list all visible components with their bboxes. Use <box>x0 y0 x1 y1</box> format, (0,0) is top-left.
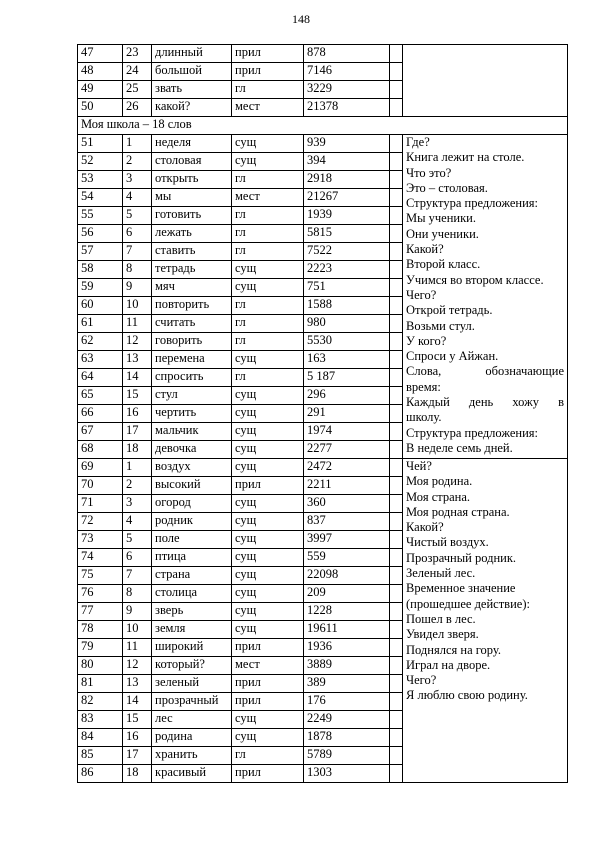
group-index: 9 <box>123 603 152 621</box>
note-line: Пошел в лес. <box>406 611 476 626</box>
note-line: Это – столовая. <box>406 180 488 195</box>
frequency: 3997 <box>304 531 390 549</box>
note-line: Временное значение <box>406 581 516 596</box>
note-line: Они ученики. <box>406 226 479 241</box>
part-of-speech: сущ <box>232 387 304 405</box>
note-line: (прошедшее действие): <box>406 596 530 611</box>
part-of-speech: сущ <box>232 603 304 621</box>
blank-cell <box>390 729 403 747</box>
frequency: 163 <box>304 351 390 369</box>
word: мяч <box>152 279 232 297</box>
blank-cell <box>390 405 403 423</box>
frequency: 980 <box>304 315 390 333</box>
word: огород <box>152 495 232 513</box>
row-number: 70 <box>78 477 123 495</box>
part-of-speech: сущ <box>232 585 304 603</box>
row-number: 63 <box>78 351 123 369</box>
note-line: Моя страна. <box>406 489 471 504</box>
row-number: 50 <box>78 99 123 117</box>
row-number: 49 <box>78 81 123 99</box>
frequency: 1303 <box>304 765 390 783</box>
frequency: 291 <box>304 405 390 423</box>
part-of-speech: сущ <box>232 423 304 441</box>
row-number: 75 <box>78 567 123 585</box>
row-number: 54 <box>78 189 123 207</box>
frequency: 5815 <box>304 225 390 243</box>
row-number: 65 <box>78 387 123 405</box>
blank-cell <box>390 675 403 693</box>
word: птица <box>152 549 232 567</box>
word: хранить <box>152 747 232 765</box>
row-number: 51 <box>78 135 123 153</box>
note-line: Что это? <box>406 165 452 180</box>
blank-cell <box>390 171 403 189</box>
word: мальчик <box>152 423 232 441</box>
word: зверь <box>152 603 232 621</box>
note-line: Моя родина. <box>406 474 473 489</box>
frequency: 3889 <box>304 657 390 675</box>
row-number: 72 <box>78 513 123 531</box>
blank-cell <box>390 153 403 171</box>
frequency: 5 187 <box>304 369 390 387</box>
row-number: 69 <box>78 459 123 477</box>
group-index: 7 <box>123 567 152 585</box>
section-title: Моя школа – 18 слов <box>78 117 568 135</box>
blank-cell <box>390 189 403 207</box>
note-line: Зеленый лес. <box>406 566 476 581</box>
group-index: 14 <box>123 369 152 387</box>
word: страна <box>152 567 232 585</box>
group-index: 12 <box>123 657 152 675</box>
part-of-speech: гл <box>232 207 304 225</box>
group-index: 15 <box>123 387 152 405</box>
part-of-speech: сущ <box>232 513 304 531</box>
note-line: школу. <box>406 410 442 425</box>
word: зеленый <box>152 675 232 693</box>
row-number: 83 <box>78 711 123 729</box>
row-number: 84 <box>78 729 123 747</box>
example-notes-cell <box>403 135 568 459</box>
frequency: 5789 <box>304 747 390 765</box>
blank-cell <box>390 765 403 783</box>
frequency: 21378 <box>304 99 390 117</box>
frequency: 7146 <box>304 63 390 81</box>
blank-cell <box>390 747 403 765</box>
word: прозрачный <box>152 693 232 711</box>
word: лежать <box>152 225 232 243</box>
word: спросить <box>152 369 232 387</box>
word: неделя <box>152 135 232 153</box>
row-number: 76 <box>78 585 123 603</box>
word: мы <box>152 189 232 207</box>
part-of-speech: мест <box>232 99 304 117</box>
part-of-speech: сущ <box>232 495 304 513</box>
row-number: 79 <box>78 639 123 657</box>
group-index: 23 <box>123 45 152 63</box>
word: родник <box>152 513 232 531</box>
word: открыть <box>152 171 232 189</box>
part-of-speech: гл <box>232 297 304 315</box>
row-number: 62 <box>78 333 123 351</box>
note-line: Какой? <box>406 520 444 535</box>
blank-cell <box>390 369 403 387</box>
frequency: 1936 <box>304 639 390 657</box>
frequency: 1588 <box>304 297 390 315</box>
part-of-speech: мест <box>232 189 304 207</box>
part-of-speech: прил <box>232 675 304 693</box>
frequency: 296 <box>304 387 390 405</box>
group-index: 10 <box>123 297 152 315</box>
part-of-speech: сущ <box>232 729 304 747</box>
note-line: Где? <box>406 135 430 149</box>
frequency: 5530 <box>304 333 390 351</box>
group-index: 6 <box>123 549 152 567</box>
note-line: Чистый воздух. <box>406 535 489 550</box>
frequency: 2223 <box>304 261 390 279</box>
blank-cell <box>390 531 403 549</box>
word: ставить <box>152 243 232 261</box>
table-row <box>78 45 568 63</box>
group-index: 17 <box>123 423 152 441</box>
blank-cell <box>390 45 403 63</box>
row-number: 74 <box>78 549 123 567</box>
group-index: 9 <box>123 279 152 297</box>
blank-cell <box>390 567 403 585</box>
group-index: 11 <box>123 315 152 333</box>
blank-cell <box>390 621 403 639</box>
blank-cell <box>390 279 403 297</box>
frequency: 3229 <box>304 81 390 99</box>
note-line: Поднялся на гору. <box>406 642 502 657</box>
blank-cell <box>390 135 403 153</box>
blank-cell <box>390 711 403 729</box>
word: высокий <box>152 477 232 495</box>
row-number: 71 <box>78 495 123 513</box>
part-of-speech: сущ <box>232 279 304 297</box>
frequency: 878 <box>304 45 390 63</box>
word: говорить <box>152 333 232 351</box>
part-of-speech: прил <box>232 639 304 657</box>
group-index: 8 <box>123 585 152 603</box>
row-number: 67 <box>78 423 123 441</box>
group-index: 8 <box>123 261 152 279</box>
part-of-speech: сущ <box>232 531 304 549</box>
group-index: 1 <box>123 459 152 477</box>
group-index: 4 <box>123 189 152 207</box>
blank-cell <box>390 495 403 513</box>
group-index: 16 <box>123 729 152 747</box>
word: стул <box>152 387 232 405</box>
frequency: 19611 <box>304 621 390 639</box>
word: большой <box>152 63 232 81</box>
group-index: 16 <box>123 405 152 423</box>
group-index: 3 <box>123 171 152 189</box>
word: красивый <box>152 765 232 783</box>
word: воздух <box>152 459 232 477</box>
note-line: В неделе семь дней. <box>406 440 513 455</box>
group-index: 25 <box>123 81 152 99</box>
note-line: Спроси у Айжан. <box>406 349 499 364</box>
row-number: 53 <box>78 171 123 189</box>
note-line: Слова, обозначающие <box>406 364 564 379</box>
note-line: Прозрачный родник. <box>406 550 517 565</box>
group-index: 7 <box>123 243 152 261</box>
group-index: 13 <box>123 675 152 693</box>
frequency: 559 <box>304 549 390 567</box>
word: повторить <box>152 297 232 315</box>
word: родина <box>152 729 232 747</box>
word: перемена <box>152 351 232 369</box>
note-line: Чей? <box>406 459 432 473</box>
note-line: Увидел зверя. <box>406 627 479 642</box>
word: считать <box>152 315 232 333</box>
part-of-speech: гл <box>232 315 304 333</box>
row-number: 77 <box>78 603 123 621</box>
frequency: 22098 <box>304 567 390 585</box>
row-number: 52 <box>78 153 123 171</box>
part-of-speech: гл <box>232 747 304 765</box>
frequency: 1939 <box>304 207 390 225</box>
note-line: Чего? <box>406 287 437 302</box>
group-index: 2 <box>123 477 152 495</box>
page-number: 148 <box>292 12 310 26</box>
note-line: Какой? <box>406 242 444 257</box>
row-number: 82 <box>78 693 123 711</box>
row-number: 48 <box>78 63 123 81</box>
note-line: Мы ученики. <box>406 211 476 226</box>
blank-cell <box>390 693 403 711</box>
frequency: 837 <box>304 513 390 531</box>
frequency: 1878 <box>304 729 390 747</box>
row-number: 60 <box>78 297 123 315</box>
note-line: время: <box>406 379 441 394</box>
part-of-speech: прил <box>232 63 304 81</box>
row-number: 59 <box>78 279 123 297</box>
group-index: 24 <box>123 63 152 81</box>
part-of-speech: прил <box>232 45 304 63</box>
word: готовить <box>152 207 232 225</box>
part-of-speech: гл <box>232 171 304 189</box>
part-of-speech: сущ <box>232 711 304 729</box>
word: который? <box>152 657 232 675</box>
note-line: Играл на дворе. <box>406 657 491 672</box>
blank-cell <box>390 477 403 495</box>
row-number: 85 <box>78 747 123 765</box>
note-line: Книга лежит на столе. <box>406 150 525 165</box>
frequency: 751 <box>304 279 390 297</box>
group-index: 13 <box>123 351 152 369</box>
row-number: 80 <box>78 657 123 675</box>
word: звать <box>152 81 232 99</box>
group-index: 3 <box>123 495 152 513</box>
word: лес <box>152 711 232 729</box>
word: девочка <box>152 441 232 459</box>
group-index: 26 <box>123 99 152 117</box>
group-index: 1 <box>123 135 152 153</box>
group-index: 12 <box>123 333 152 351</box>
group-index: 2 <box>123 153 152 171</box>
row-number: 57 <box>78 243 123 261</box>
blank-cell <box>390 351 403 369</box>
vocabulary-table <box>77 44 568 783</box>
row-number: 81 <box>78 675 123 693</box>
group-index: 17 <box>123 747 152 765</box>
blank-cell <box>390 207 403 225</box>
row-number: 56 <box>78 225 123 243</box>
group-index: 5 <box>123 207 152 225</box>
frequency: 394 <box>304 153 390 171</box>
part-of-speech: гл <box>232 243 304 261</box>
row-number: 66 <box>78 405 123 423</box>
blank-cell <box>390 99 403 117</box>
part-of-speech: сущ <box>232 459 304 477</box>
part-of-speech: сущ <box>232 621 304 639</box>
blank-cell <box>390 459 403 477</box>
note-line: Я люблю свою родину. <box>406 688 528 703</box>
group-index: 18 <box>123 765 152 783</box>
row-number: 61 <box>78 315 123 333</box>
blank-cell <box>390 423 403 441</box>
group-index: 14 <box>123 693 152 711</box>
blank-cell <box>390 513 403 531</box>
part-of-speech: гл <box>232 333 304 351</box>
frequency: 1974 <box>304 423 390 441</box>
part-of-speech: прил <box>232 765 304 783</box>
blank-cell <box>390 441 403 459</box>
blank-cell <box>390 585 403 603</box>
group-index: 4 <box>123 513 152 531</box>
part-of-speech: гл <box>232 369 304 387</box>
part-of-speech: сущ <box>232 153 304 171</box>
row-number: 64 <box>78 369 123 387</box>
word: земля <box>152 621 232 639</box>
example-notes-cell <box>403 45 568 117</box>
frequency: 21267 <box>304 189 390 207</box>
blank-cell <box>390 225 403 243</box>
note-line: Структура предложения: <box>406 196 538 211</box>
part-of-speech: сущ <box>232 405 304 423</box>
frequency: 360 <box>304 495 390 513</box>
note-line: Структура предложения: <box>406 425 538 440</box>
group-index: 15 <box>123 711 152 729</box>
note-line: Возьми стул. <box>406 318 475 333</box>
note-line: Чего? <box>406 673 437 688</box>
frequency: 939 <box>304 135 390 153</box>
part-of-speech: прил <box>232 477 304 495</box>
word: поле <box>152 531 232 549</box>
note-line: Учимся во втором классе. <box>406 272 544 287</box>
group-index: 18 <box>123 441 152 459</box>
word: тетрадь <box>152 261 232 279</box>
note-line: У кого? <box>406 333 447 348</box>
frequency: 7522 <box>304 243 390 261</box>
group-index: 6 <box>123 225 152 243</box>
row-number: 86 <box>78 765 123 783</box>
part-of-speech: сущ <box>232 567 304 585</box>
part-of-speech: прил <box>232 693 304 711</box>
word: столица <box>152 585 232 603</box>
frequency: 2277 <box>304 441 390 459</box>
blank-cell <box>390 387 403 405</box>
part-of-speech: сущ <box>232 261 304 279</box>
blank-cell <box>390 333 403 351</box>
frequency: 2472 <box>304 459 390 477</box>
frequency: 176 <box>304 693 390 711</box>
note-line: Второй класс. <box>406 257 481 272</box>
row-number: 47 <box>78 45 123 63</box>
blank-cell <box>390 81 403 99</box>
frequency: 389 <box>304 675 390 693</box>
frequency: 209 <box>304 585 390 603</box>
word: чертить <box>152 405 232 423</box>
example-notes-cell <box>403 459 568 783</box>
blank-cell <box>390 243 403 261</box>
word: широкий <box>152 639 232 657</box>
row-number: 55 <box>78 207 123 225</box>
note-line: Моя родная страна. <box>406 504 510 519</box>
frequency: 2249 <box>304 711 390 729</box>
part-of-speech: сущ <box>232 351 304 369</box>
blank-cell <box>390 297 403 315</box>
part-of-speech: гл <box>232 81 304 99</box>
blank-cell <box>390 549 403 567</box>
word: длинный <box>152 45 232 63</box>
frequency: 2211 <box>304 477 390 495</box>
blank-cell <box>390 315 403 333</box>
word: какой? <box>152 99 232 117</box>
section-header-row <box>78 117 568 135</box>
note-line: Каждый день хожу в <box>406 395 564 410</box>
group-index: 10 <box>123 621 152 639</box>
table-body <box>78 45 568 783</box>
part-of-speech: сущ <box>232 441 304 459</box>
table-row <box>78 459 568 477</box>
table-row <box>78 135 568 153</box>
row-number: 58 <box>78 261 123 279</box>
frequency: 1228 <box>304 603 390 621</box>
blank-cell <box>390 657 403 675</box>
group-index: 11 <box>123 639 152 657</box>
blank-cell <box>390 261 403 279</box>
part-of-speech: сущ <box>232 135 304 153</box>
row-number: 73 <box>78 531 123 549</box>
part-of-speech: сущ <box>232 549 304 567</box>
note-line: Открой тетрадь. <box>406 303 493 318</box>
blank-cell <box>390 639 403 657</box>
group-index: 5 <box>123 531 152 549</box>
blank-cell <box>390 603 403 621</box>
frequency: 2918 <box>304 171 390 189</box>
row-number: 68 <box>78 441 123 459</box>
part-of-speech: мест <box>232 657 304 675</box>
row-number: 78 <box>78 621 123 639</box>
part-of-speech: гл <box>232 225 304 243</box>
word: столовая <box>152 153 232 171</box>
blank-cell <box>390 63 403 81</box>
